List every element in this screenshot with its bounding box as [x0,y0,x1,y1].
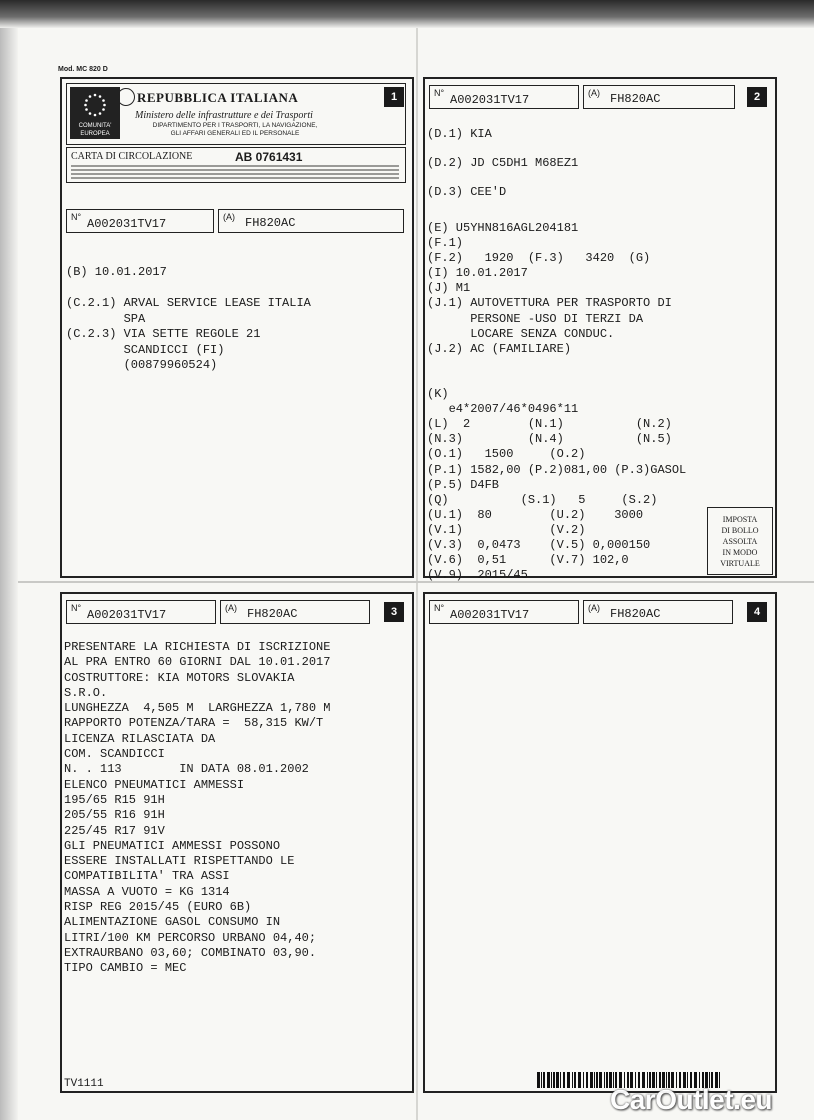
plate-box [583,85,735,109]
barcode-bar [606,1072,608,1088]
text-line: SCANDICCI (FI) [66,342,225,357]
barcode-bar [586,1072,588,1088]
text-line: SPA [66,311,146,326]
text-line: RAPPORTO POTENZA/TARA = 58,315 KW/T [64,716,324,731]
barcode-bar [594,1072,595,1088]
text-line: ALIMENTAZIONE GASOL CONSUMO IN [64,915,281,930]
barcode-bar [556,1072,559,1088]
text-line: (V.9) 2015/45 [427,568,528,583]
fold-line-horizontal [18,581,814,583]
text-line: (C.2.1) ARVAL SERVICE LEASE ITALIA [66,296,311,310]
n-number-box [429,600,579,624]
text-line: (D.1) KIA [427,127,492,141]
text-line: AL PRA ENTRO 60 GIORNI DAL 10.01.2017 [64,655,331,670]
text-line: 225/45 R17 91V [64,823,165,838]
tax-stamp-line: VIRTUALE [720,559,760,568]
vehicle-data-block [427,221,686,583]
barcode-bar [551,1072,552,1088]
text-line: LUNGHEZZA 4,505 M LARGHEZZA 1,780 M [64,701,331,716]
text-line: (00879960524) [66,358,218,372]
text-line: ELENCO PNEUMATICI AMMESSI [64,777,245,792]
text-line: (P.5) D4FB [427,477,500,492]
plate-box [218,209,404,233]
fine-print [71,165,399,181]
watermark: CarOutlet.eu [610,1084,773,1115]
plate-value: FH820AC [610,92,661,106]
barcode-bar [596,1072,598,1088]
text-line: EXTRAURBANO 03,60; COMBINATO 03,90. [64,945,317,960]
panel-2 [423,77,777,583]
plate-value: FH820AC [245,216,296,230]
eu-badge [70,87,120,139]
footer-code: TV1111 [64,1078,104,1090]
text-line: e4*2007/46*0496*11 [427,402,579,417]
text-line: S.R.O. [64,685,108,700]
text-line: (P.1) 1582,00 (P.2)081,00 (P.3)GASOL [427,462,687,477]
eu-stars-icon [80,91,110,119]
barcode-bar [604,1072,605,1088]
fold-line-vertical [416,28,418,1120]
barcode-bar [543,1072,545,1088]
barcode-bar [574,1072,576,1088]
barcode-bar [578,1072,581,1088]
n-number-box [429,85,579,109]
text-line: MASSA A VUOTO = KG 1314 [64,884,230,899]
text-line [427,372,686,387]
panel-4 [423,592,777,1093]
text-line: LITRI/100 KM PERCORSO URBANO 04,40; [64,930,317,945]
text-line: TIPO CAMBIO = MEC [64,961,187,976]
text-line: COM. SCANDICCI [64,747,165,762]
panel-number: 2 [747,87,767,107]
republic-title [137,90,298,106]
text-line: PRESENTARE LA RICHIESTA DI ISCRIZIONE [64,640,331,654]
barcode-bar [567,1072,570,1088]
plate-box [583,600,733,624]
text-line: (D.3) CEE'D [427,185,507,199]
notes-block [64,640,330,977]
plate-value: FH820AC [247,607,298,621]
tax-stamp-box [707,507,773,575]
tax-stamp-line: IMPOSTA [722,515,758,524]
barcode-bar [563,1072,565,1088]
n-value: A002031TV17 [87,608,167,622]
scan-left-edge [0,28,18,1120]
text-line: (F.1) [427,236,464,251]
barcode-bar [547,1072,550,1088]
text-line [66,281,311,297]
n-label: N° [71,212,82,222]
vehicle-make-block [427,127,578,200]
scan-top-edge [0,0,814,28]
tax-stamp-line: DI BOLLO [721,526,759,535]
n-value: A002031TV17 [450,608,530,622]
text-line: (J) M1 [427,281,471,296]
n-value: A002031TV17 [87,217,167,231]
text-line [427,357,686,372]
model-label: Mod. MC 820 D [58,66,108,73]
department-line-2: GLI AFFARI GENERALI ED IL PERSONALE [170,130,300,137]
text-line: 195/65 R15 91H [64,792,165,807]
text-line: (O.1) 1500 (O.2) [427,447,586,462]
text-line: 205/55 R16 91H [64,808,165,823]
text-line: (J.1) AUTOVETTURA PER TRASPORTO DI [427,296,672,311]
text-line: (E) U5YHN816AGL204181 [427,221,579,235]
n-label: N° [434,603,445,613]
text-line: (D.2) JD C5DH1 M68EZ1 [427,156,579,170]
ministry-name: Ministero delle infrastrutture e dei Trasporti [135,110,313,121]
panel-number: 4 [747,602,767,622]
barcode-bar [572,1072,573,1088]
text-line: (V.3) 0,0473 (V.5) 0,000150 [427,537,651,552]
text-line: RISP REG 2015/45 (EURO 6B) [64,900,252,915]
carta-label: CARTA DI CIRCOLAZIONE [71,151,193,162]
text-line [427,171,578,186]
a-label: (A) [588,603,600,613]
republic-title-text: REPUBBLICA ITALIANA [137,90,299,105]
plate-value: FH820AC [610,607,661,621]
eu-text-line1: COMUNITA' [78,123,112,129]
text-line [427,142,578,157]
barcode-bar [553,1072,555,1088]
carta-box [66,147,406,183]
n-label: N° [71,603,82,613]
barcode-bar [590,1072,593,1088]
n-number-box [66,209,214,233]
text-line: (N.3) (N.4) (N.5) [427,432,672,447]
eu-text-line2: EUROPEA [80,131,110,137]
text-line: (V.1) (V.2) [427,522,586,537]
a-label: (A) [223,212,235,222]
text-line: (F.2) 1920 (F.3) 3420 (G) [427,251,651,266]
panel-number: 1 [384,87,404,107]
barcode-bar [560,1072,561,1088]
text-line: COSTRUTTORE: KIA MOTORS SLOVAKIA [64,670,295,685]
n-number-box [66,600,216,624]
text-line: (K) [427,387,449,402]
barcode-bar [537,1072,540,1088]
text-line: (U.1) 80 (U.2) 3000 [427,507,644,522]
n-label: N° [434,88,445,98]
plate-box [220,600,370,624]
owner-block [66,265,311,374]
panel-1 [60,77,414,578]
text-line: (V.6) 0,51 (V.7) 102,0 [427,553,629,568]
tax-stamp-line: ASSOLTA [722,537,758,546]
text-line: (L) 2 (N.1) (N.2) [427,417,672,432]
italy-emblem-icon [117,88,135,106]
barcode-bar [599,1072,602,1088]
barcode-bar [541,1072,542,1088]
text-line: GLI PNEUMATICI AMMESSI POSSONO [64,838,281,853]
text-line: (I) 10.01.2017 [427,266,528,281]
text-line: PERSONE -USO DI TERZI DA [427,311,644,326]
text-line: (C.2.3) VIA SETTE REGOLE 21 [66,327,261,341]
text-line: LICENZA RILASCIATA DA [64,731,216,746]
a-label: (A) [588,88,600,98]
text-line: (J.2) AC (FAMILIARE) [427,341,572,356]
carta-number: AB 0761431 [235,150,303,164]
text-line: LOCARE SENZA CONDUC. [427,326,615,341]
department-line-1: DIPARTIMENTO PER I TRASPORTI, LA NAVIGAZIONE, [152,122,318,129]
a-label: (A) [225,603,237,613]
panel-3 [60,592,414,1093]
text-line: COMPATIBILITA' TRA ASSI [64,869,230,884]
tax-stamp-line: IN MODO [722,548,758,557]
barcode-bar [583,1072,584,1088]
text-line: ESSERE INSTALLATI RISPETTANDO LE [64,854,295,869]
text-line: N. . 113 IN DATA 08.01.2002 [64,762,309,777]
header-box [66,83,406,145]
panel-number: 3 [384,602,404,622]
text-line: (Q) (S.1) 5 (S.2) [427,492,658,507]
n-value: A002031TV17 [450,93,530,107]
text-line: (B) 10.01.2017 [66,265,167,279]
